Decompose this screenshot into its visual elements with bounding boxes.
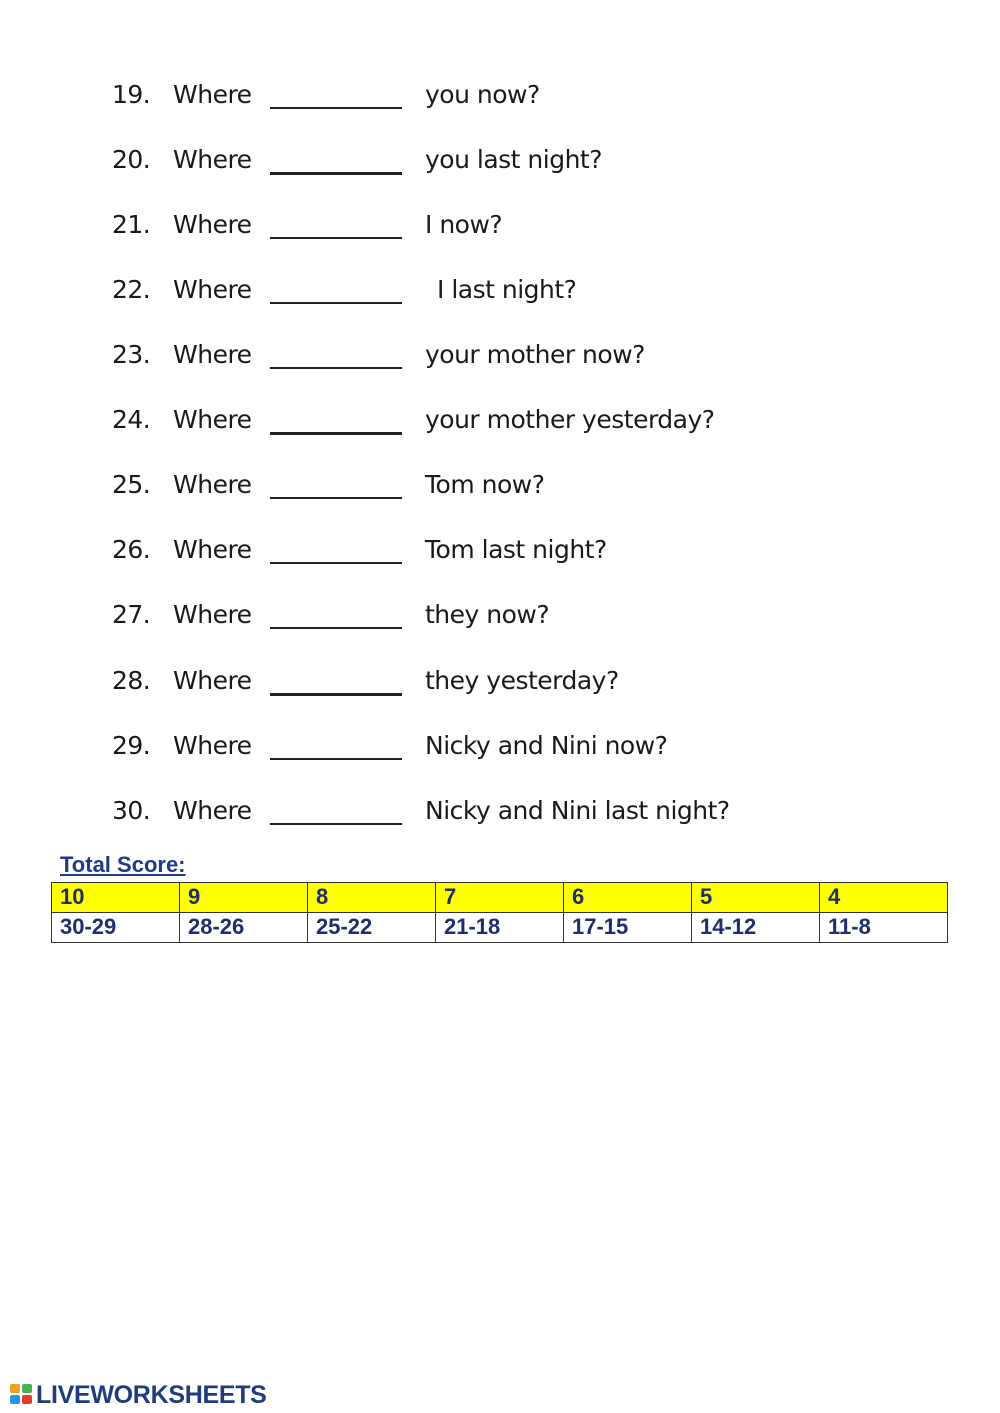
range-cell: 28-26	[180, 913, 308, 943]
answer-blank[interactable]	[270, 107, 402, 109]
question-word: Where	[173, 470, 252, 499]
question-word: Where	[173, 666, 252, 695]
score-cell: 9	[180, 883, 308, 913]
question-number: 26.	[112, 535, 151, 564]
question-text: you now?	[425, 80, 540, 109]
liveworksheets-logo[interactable]	[10, 1380, 267, 1410]
range-cell: 21-18	[436, 913, 564, 943]
question-text: they now?	[425, 600, 550, 629]
question-word: Where	[173, 210, 252, 239]
question-word: Where	[173, 275, 252, 304]
question-word: Where	[173, 340, 252, 369]
question-number: 23.	[112, 340, 151, 369]
question-row	[0, 600, 1000, 640]
question-row	[0, 210, 1000, 250]
question-row	[0, 80, 1000, 120]
question-number: 27.	[112, 600, 151, 629]
range-cell: 30-29	[52, 913, 180, 943]
question-text: I now?	[425, 210, 503, 239]
range-row	[52, 913, 948, 943]
question-row	[0, 405, 1000, 445]
score-cell: 10	[52, 883, 180, 913]
question-number: 21.	[112, 210, 151, 239]
question-row	[0, 731, 1000, 771]
question-text: your mother now?	[425, 340, 645, 369]
logo-text: LIVEWORKSHEETS	[36, 1380, 267, 1409]
question-row	[0, 340, 1000, 380]
answer-blank[interactable]	[270, 497, 402, 499]
answer-blank[interactable]	[270, 302, 402, 304]
answer-blank[interactable]	[270, 367, 402, 369]
question-number: 28.	[112, 666, 151, 695]
question-row	[0, 796, 1000, 836]
question-word: Where	[173, 145, 252, 174]
total-score-heading: Total Score:	[60, 852, 186, 877]
score-row	[52, 883, 948, 913]
question-word: Where	[173, 600, 252, 629]
question-row	[0, 275, 1000, 315]
score-cell: 6	[564, 883, 692, 913]
question-text: your mother yesterday?	[425, 405, 715, 434]
question-text: Nicky and Nini now?	[425, 731, 668, 760]
question-text: Tom now?	[425, 470, 545, 499]
answer-blank[interactable]	[270, 823, 402, 825]
question-text: Tom last night?	[425, 535, 607, 564]
score-table	[51, 882, 948, 943]
answer-blank[interactable]	[270, 432, 402, 435]
answer-blank[interactable]	[270, 237, 402, 239]
question-word: Where	[173, 731, 252, 760]
question-text: Nicky and Nini last night?	[425, 796, 730, 825]
range-cell: 25-22	[308, 913, 436, 943]
range-cell: 11-8	[820, 913, 948, 943]
range-cell: 17-15	[564, 913, 692, 943]
question-word: Where	[173, 535, 252, 564]
question-number: 19.	[112, 80, 151, 109]
question-row	[0, 535, 1000, 575]
answer-blank[interactable]	[270, 758, 402, 760]
question-row	[0, 145, 1000, 185]
score-cell: 7	[436, 883, 564, 913]
answer-blank[interactable]	[270, 562, 402, 564]
question-number: 30.	[112, 796, 151, 825]
answer-blank[interactable]	[270, 627, 402, 629]
question-number: 20.	[112, 145, 151, 174]
answer-blank[interactable]	[270, 693, 402, 696]
question-row	[0, 666, 1000, 706]
question-number: 29.	[112, 731, 151, 760]
logo-blocks-icon	[10, 1384, 34, 1406]
question-text: I last night?	[437, 275, 577, 304]
question-number: 22.	[112, 275, 151, 304]
score-cell: 8	[308, 883, 436, 913]
question-word: Where	[173, 796, 252, 825]
question-word: Where	[173, 405, 252, 434]
score-cell: 5	[692, 883, 820, 913]
question-text: you last night?	[425, 145, 602, 174]
question-text: they yesterday?	[425, 666, 619, 695]
question-number: 25.	[112, 470, 151, 499]
question-number: 24.	[112, 405, 151, 434]
score-cell: 4	[820, 883, 948, 913]
question-row	[0, 470, 1000, 510]
range-cell: 14-12	[692, 913, 820, 943]
question-word: Where	[173, 80, 252, 109]
answer-blank[interactable]	[270, 172, 402, 175]
